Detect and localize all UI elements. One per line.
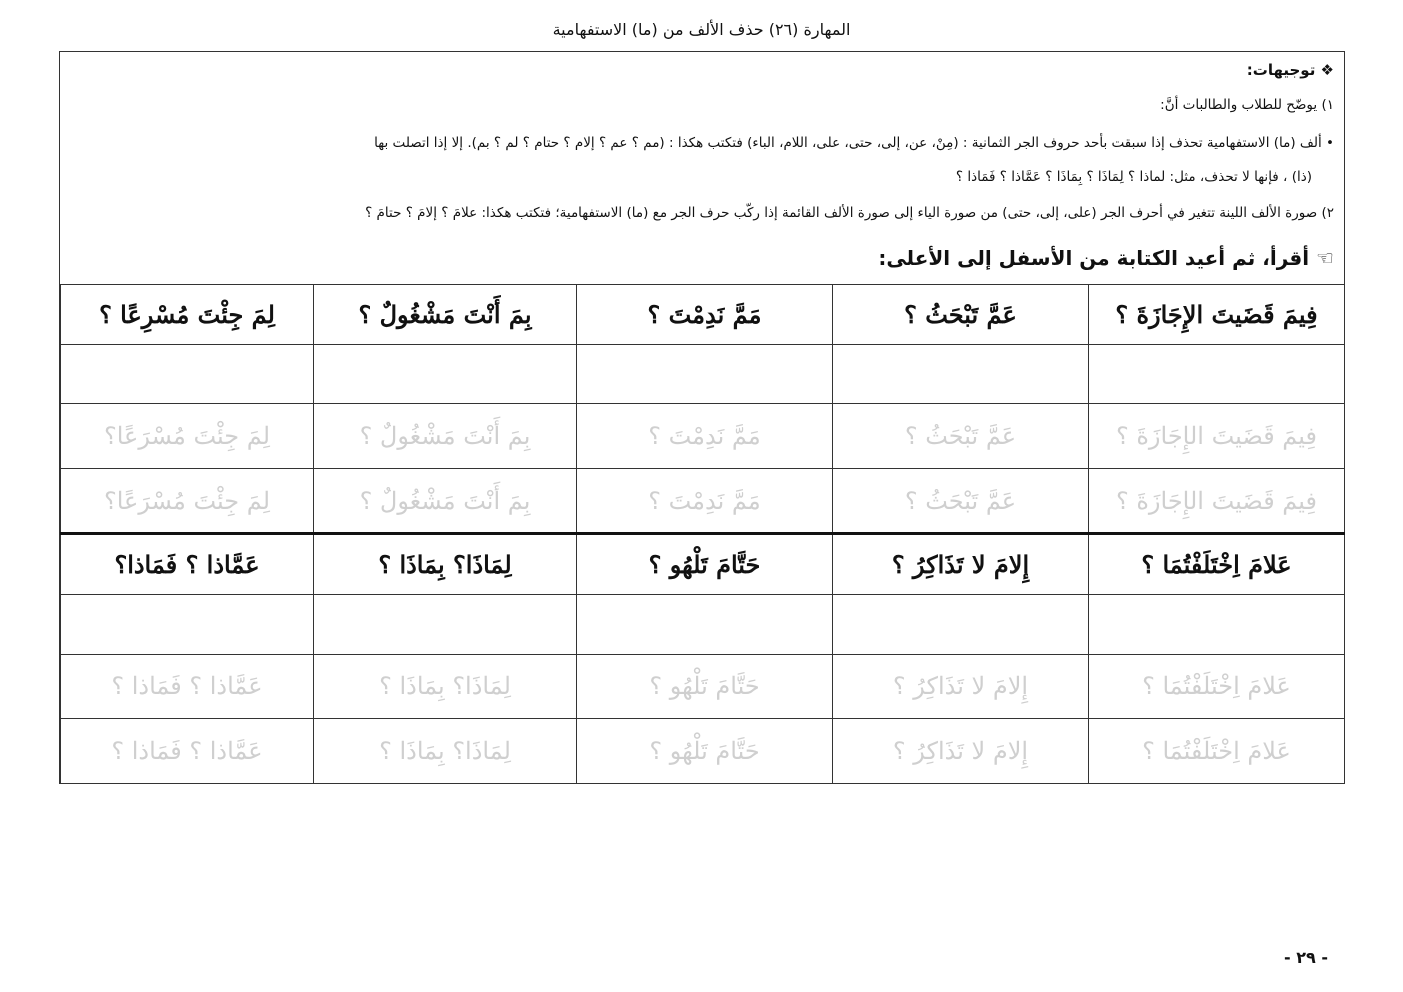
model-row — [61, 285, 1345, 345]
model-phrase: عَمَّ تَبْحَثُ ؟ — [833, 285, 1089, 345]
worksheet-frame — [59, 51, 1345, 784]
exercise-prompt: ☜ أقرأ، ثم أعيد الكتابة من الأسفل إلى الأعلى: — [878, 246, 1334, 270]
trace-phrase: لِمَ جِئْتَ مُسْرَعًا؟ — [61, 404, 314, 469]
trace-phrase: إِلامَ لا تَذَاكِرُ ؟ — [833, 654, 1089, 719]
writing-cell[interactable] — [61, 344, 314, 404]
model-phrase: لِمَ جِئْتَ مُسْرِعًا ؟ — [61, 285, 314, 345]
writing-cell[interactable] — [1089, 595, 1345, 655]
model-phrase: عَلامَ اِخْتَلَفْتُمَا ؟ — [1089, 534, 1345, 595]
instruction-rule-1-continued: (ذا) ، فإنها لا تحذف، مثل: لماذا ؟ لِمَاذَا ؟ بِمَاذَا ؟ عَمَّاذا ؟ فَمَاذا ؟ — [955, 169, 1312, 185]
trace-phrase: عَمَّ تَبْحَثُ ؟ — [833, 468, 1089, 534]
instruction-rule-1: • ألف (ما) الاستفهامية تحذف إذا سبقت بأحد حروف الجر الثمانية : (مِنْ، عن، إلى، حتى، على، اللام، الباء) فتكتب هكذا : (مم ؟ عم ؟ إلام ؟ حتام ؟ لم ؟ بم). إلا إذا اتصلت بها — [374, 135, 1334, 151]
writing-cell[interactable] — [314, 595, 577, 655]
trace-row — [61, 468, 1345, 534]
instructions-heading: ❖ توجيهات: — [1246, 61, 1334, 79]
model-phrase: فِيمَ قَضَيتَ الإِجَازَةَ ؟ — [1089, 285, 1345, 345]
writing-row — [61, 344, 1345, 404]
instruction-1: ١) يوضّح للطلاب والطالبات أنَّ: — [1160, 97, 1334, 113]
trace-phrase: مَمَّ نَدِمْتَ ؟ — [577, 404, 833, 469]
writing-cell[interactable] — [314, 344, 577, 404]
model-phrase: إِلامَ لا تَذَاكِرُ ؟ — [833, 534, 1089, 595]
practice-table — [60, 284, 1345, 784]
writing-cell[interactable] — [577, 595, 833, 655]
trace-row — [61, 654, 1345, 719]
trace-phrase: عَمَّاذا ؟ فَمَاذا ؟ — [61, 654, 314, 719]
trace-phrase: لِمَاذَا؟ بِمَاذَا ؟ — [314, 719, 577, 784]
model-phrase: عَمَّاذا ؟ فَمَاذا؟ — [61, 534, 314, 595]
model-phrase: حَتَّامَ تَلْهُو ؟ — [577, 534, 833, 595]
writing-cell[interactable] — [833, 344, 1089, 404]
trace-phrase: لِمَ جِئْتَ مُسْرَعًا؟ — [61, 468, 314, 534]
trace-row — [61, 719, 1345, 784]
trace-phrase: عَلامَ اِخْتَلَفْتُمَا ؟ — [1089, 719, 1345, 784]
writing-cell[interactable] — [61, 595, 314, 655]
trace-phrase: عَلامَ اِخْتَلَفْتُمَا ؟ — [1089, 654, 1345, 719]
writing-cell[interactable] — [1089, 344, 1345, 404]
trace-row — [61, 404, 1345, 469]
page-title: المهارة (٢٦) حذف الألف من (ما) الاستفهامية — [552, 20, 851, 39]
instruction-2: ٢) صورة الألف اللينة تتغير في أحرف الجر (على، إلى، حتى) من صورة الياء إلى صورة الألف القائمة إذا ركّب حرف الجر مع (ما) الاستفهامية؛ فتكتب هكذا: علامَ ؟ إلامَ ؟ حتامَ ؟ — [365, 205, 1334, 221]
trace-phrase: لِمَاذَا؟ بِمَاذَا ؟ — [314, 654, 577, 719]
trace-phrase: حَتَّامَ تَلْهُو ؟ — [577, 719, 833, 784]
writing-cell[interactable] — [833, 595, 1089, 655]
trace-phrase: عَمَّ تَبْحَثُ ؟ — [833, 404, 1089, 469]
page-number: - ٢٩ - — [1284, 948, 1328, 967]
writing-row — [61, 595, 1345, 655]
model-phrase: لِمَاذَا؟ بِمَاذَا ؟ — [314, 534, 577, 595]
trace-phrase: فِيمَ قَضَيتَ الإِجَازَةَ ؟ — [1089, 404, 1345, 469]
trace-phrase: حَتَّامَ تَلْهُو ؟ — [577, 654, 833, 719]
trace-phrase: بِمَ أَنْتَ مَشْغُولٌ ؟ — [314, 468, 577, 534]
model-phrase: مَمَّ نَدِمْتَ ؟ — [577, 285, 833, 345]
trace-phrase: مَمَّ نَدِمْتَ ؟ — [577, 468, 833, 534]
model-row — [61, 534, 1345, 595]
trace-phrase: عَمَّاذا ؟ فَمَاذا ؟ — [61, 719, 314, 784]
writing-cell[interactable] — [577, 344, 833, 404]
trace-phrase: فِيمَ قَضَيتَ الإِجَازَةَ ؟ — [1089, 468, 1345, 534]
instructions-box — [68, 52, 1336, 284]
trace-phrase: إِلامَ لا تَذَاكِرُ ؟ — [833, 719, 1089, 784]
trace-phrase: بِمَ أَنْتَ مَشْغُولٌ ؟ — [314, 404, 577, 469]
model-phrase: بِمَ أَنْتَ مَشْغُولٌ ؟ — [314, 285, 577, 345]
